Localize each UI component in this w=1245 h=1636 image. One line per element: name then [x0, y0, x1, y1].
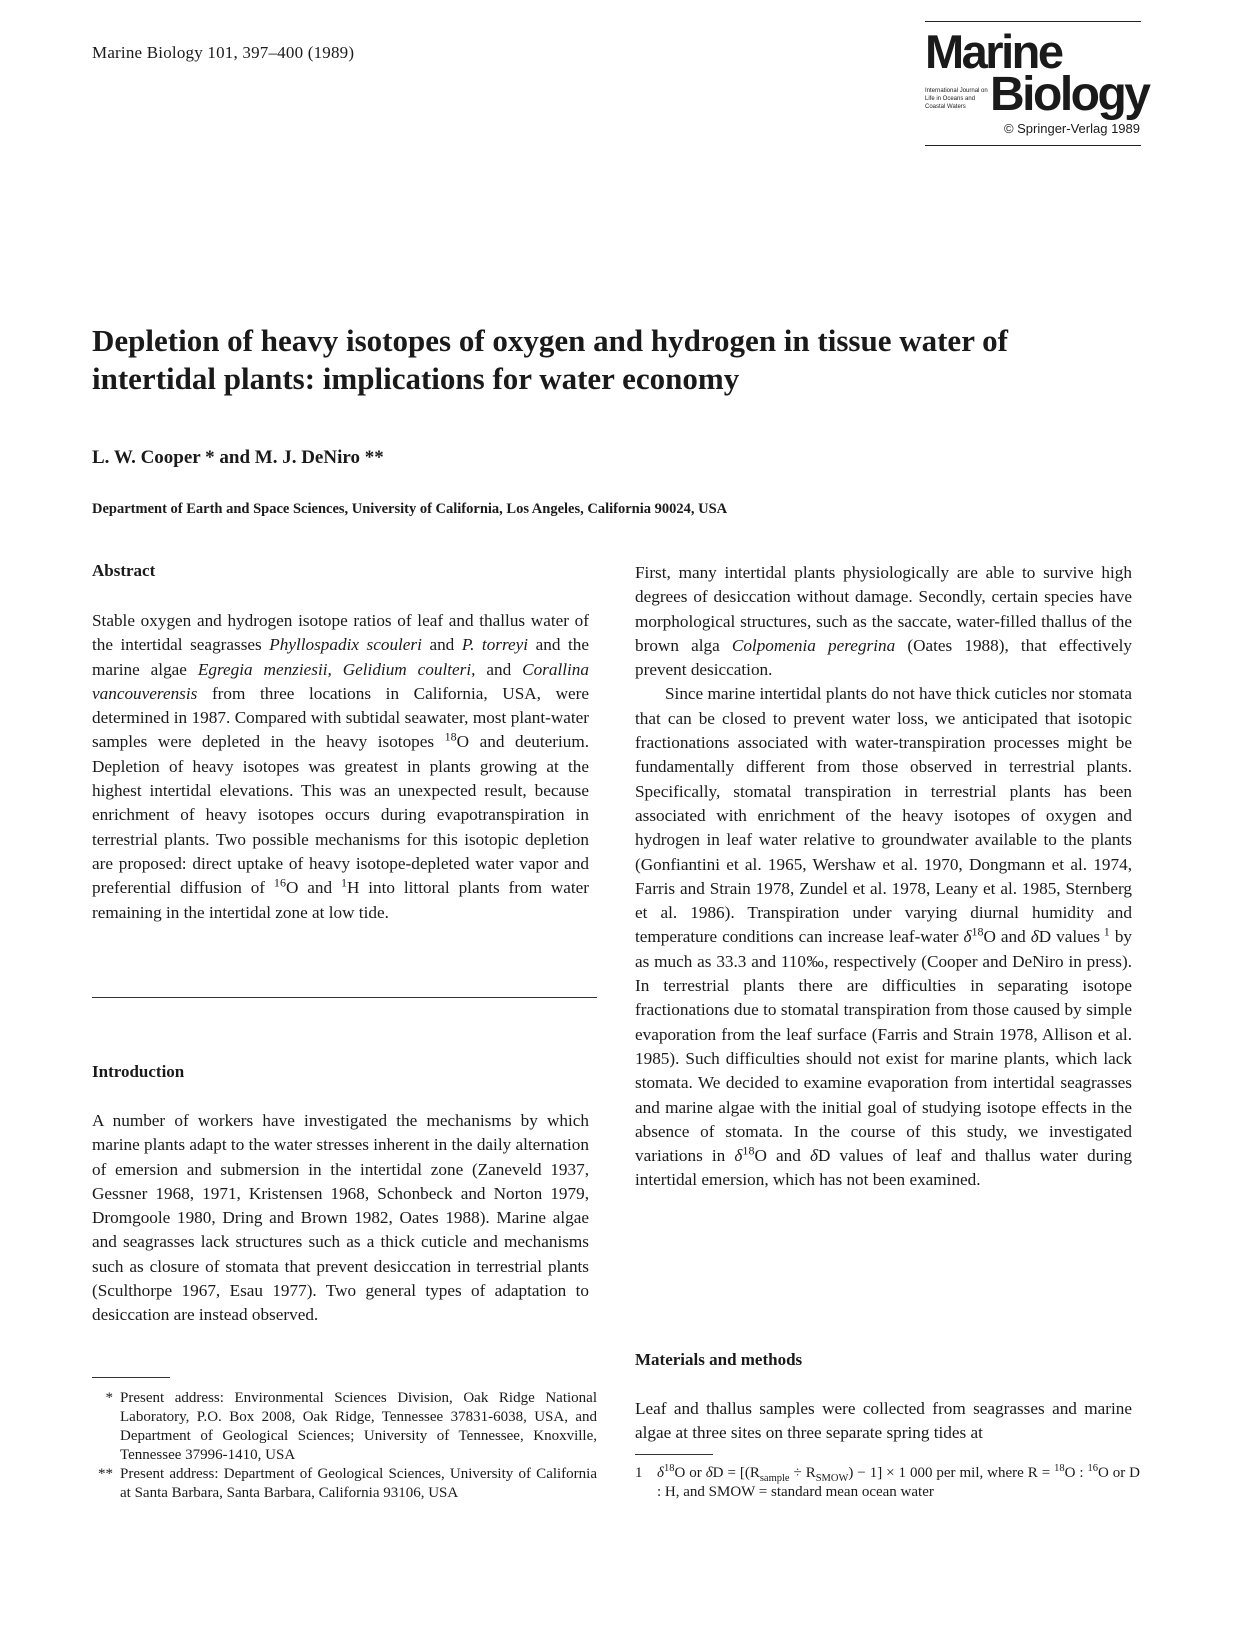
article-title: Depletion of heavy isotopes of oxygen and hydrogen in tissue water of intertidal plants: implications for water economy	[92, 323, 1008, 396]
materials-methods-text: Leaf and thallus samples were collected from seagrasses and marine algae at three sites on three separate spring tides at	[635, 1399, 1132, 1443]
journal-reference: Marine Biology 101, 397–400 (1989)	[92, 43, 355, 62]
footnote-deniro	[92, 1465, 597, 1503]
abstract-body: Stable oxygen and hydrogen isotope ratios of leaf and thallus water of the intertidal seagrasses Phyllospadix scouleri and P. torreyi and the marine algae Egregia menziesii, Gelidium coulteri, and Corallina vancouverensis from three locations in California, USA, were determined in 1987. Compared with subtidal seawater, most plant-water samples were depleted in the heavy isotopes $^{18}$O and deuterium. Depletion of heavy isotopes was greatest in plants growing at the highest intertidal elevations. This was an unexpected result, because enrichment of heavy isotopes occurs during evapotranspiration in terrestrial plants. Two possible mechanisms for this isotopic depletion are proposed: direct uptake of heavy isotope-depleted water vapor and preferential diffusion of $^{16}$O and $^1$H into littoral plants from water remaining in the intertidal zone at low tide.	[92, 611, 589, 922]
journal-logo-subtitle: International Journal on Life in Oceans and Coastal Waters	[925, 88, 988, 110]
footnote-divider-left	[92, 1377, 170, 1378]
article-authors: L. W. Cooper * and M. J. DeNiro **	[92, 447, 384, 468]
logo-top-rule	[925, 21, 1141, 22]
footnote-cooper	[92, 1389, 597, 1465]
author-affiliation: Department of Earth and Space Sciences, University of California, Los Angeles, California 90024, USA	[92, 501, 728, 517]
copyright-notice: © Springer-Verlag 1989	[1003, 121, 1140, 136]
materials-methods-body	[635, 1397, 1132, 1446]
abstract-divider	[92, 997, 597, 998]
introduction-body: A number of workers have investigated the mechanisms by which marine plants adapt to the water stresses inherent in the daily alternation of emersion and submersion in the intertidal zone (Zaneveld 1937, Gessner 1968, 1971, Kristensen 1968, Schonbeck and Norton 1979, Dromgoole 1980, Dring and Brown 1982, Oates 1988). Marine algae and seagrasses lack structures such as a thick cuticle and mechanisms such as closure of stomata that prevent desiccation in terrestrial plants (Sculthorpe 1967, Esau 1977). Two general types of adaptation to desiccation are instead observed.	[92, 1111, 589, 1325]
footnote-text: Present address: Environmental Sciences Division, Oak Ridge National Laboratory, P.O. Box 2008, Oak Ridge, Tennessee 37831-6038, USA, and Department of Geological Sciences; University of Tennessee, Knoxville, Tennessee 37996-1410, USA	[120, 1390, 597, 1463]
abstract-heading: Abstract	[92, 561, 156, 580]
footnote-mark: *	[105, 1390, 113, 1406]
footnote-isotope-definition	[635, 1464, 1140, 1502]
introduction-body-continued: First, many intertidal plants physiologically are able to survive high degrees of desiccation without damage. Secondly, certain species have morphological structures, such as the saccate, water-filled thallus of the brown alga Colpomenia peregrina (Oates 1988), that effectively prevent desiccation. Since marine intertidal plants do not have thick cuticles nor stomata that can be closed to prevent water loss, we anticipated that isotopic fractionations associated with water-transpiration processes might be fundamentally different from those observed in terrestrial plants. Specifically, stomatal transpiration in terrestrial plants has been associated with enrichment of the heavy isotopes of oxygen and hydrogen in leaf water relative to groundwater available to the plants (Gonfiantini et al. 1965, Wershaw et al. 1970, Dongmann et al. 1974, Farris and Strain 1978, Zundel et al. 1978, Leany et al. 1985, Sternberg et al. 1986). Transpiration under varying diurnal humidity and temperature conditions can increase leaf-water $\delta^{18}O$ and δD values $^1$ by as much as 33.3 and 110‰, respectively (Cooper and DeNiro in press). In terrestrial plants there are difficulties in separating isotope fractionations due to stomatal transpiration from those caused by simple evaporation from the leaf surface (Farris and Strain 1978, Allison et al. 1985). Such difficulties should not exist for marine plants, which lack stomata. We decided to examine evaporation from intertidal seagrasses and marine algae with the initial goal of studying isotope effects in the absence of stomata. In the course of this study, we investigated variations in $\delta^{18}O$ and δD values of leaf and thallus water during intertidal emersion, which has not been examined.	[635, 563, 1132, 1190]
footnote-mark: **	[98, 1466, 113, 1482]
journal-logo-marine: Marine	[925, 25, 1062, 78]
footnote-text: Present address: Department of Geological Sciences, University of California at Santa Barbara, Santa Barbara, California 93106, USA	[120, 1466, 597, 1501]
journal-logo-biology: Biology	[990, 68, 1149, 121]
logo-bottom-rule	[925, 145, 1141, 146]
footnote-authors	[92, 1389, 597, 1503]
footnote-text: $\delta^{18}O$ or $\delta D = [(R_{sample} \div R_{SMOW}) - 1] \times 1$ 000 per mil, where R = $^{18}$O : $^{16}$O or D : H, and SMOW = standard mean ocean water	[657, 1463, 1140, 1500]
introduction-heading: Introduction	[92, 1062, 185, 1081]
footnote-mark: 1	[635, 1465, 643, 1481]
materials-methods-heading: Materials and methods	[635, 1350, 803, 1369]
footnote-divider-right	[635, 1454, 713, 1455]
